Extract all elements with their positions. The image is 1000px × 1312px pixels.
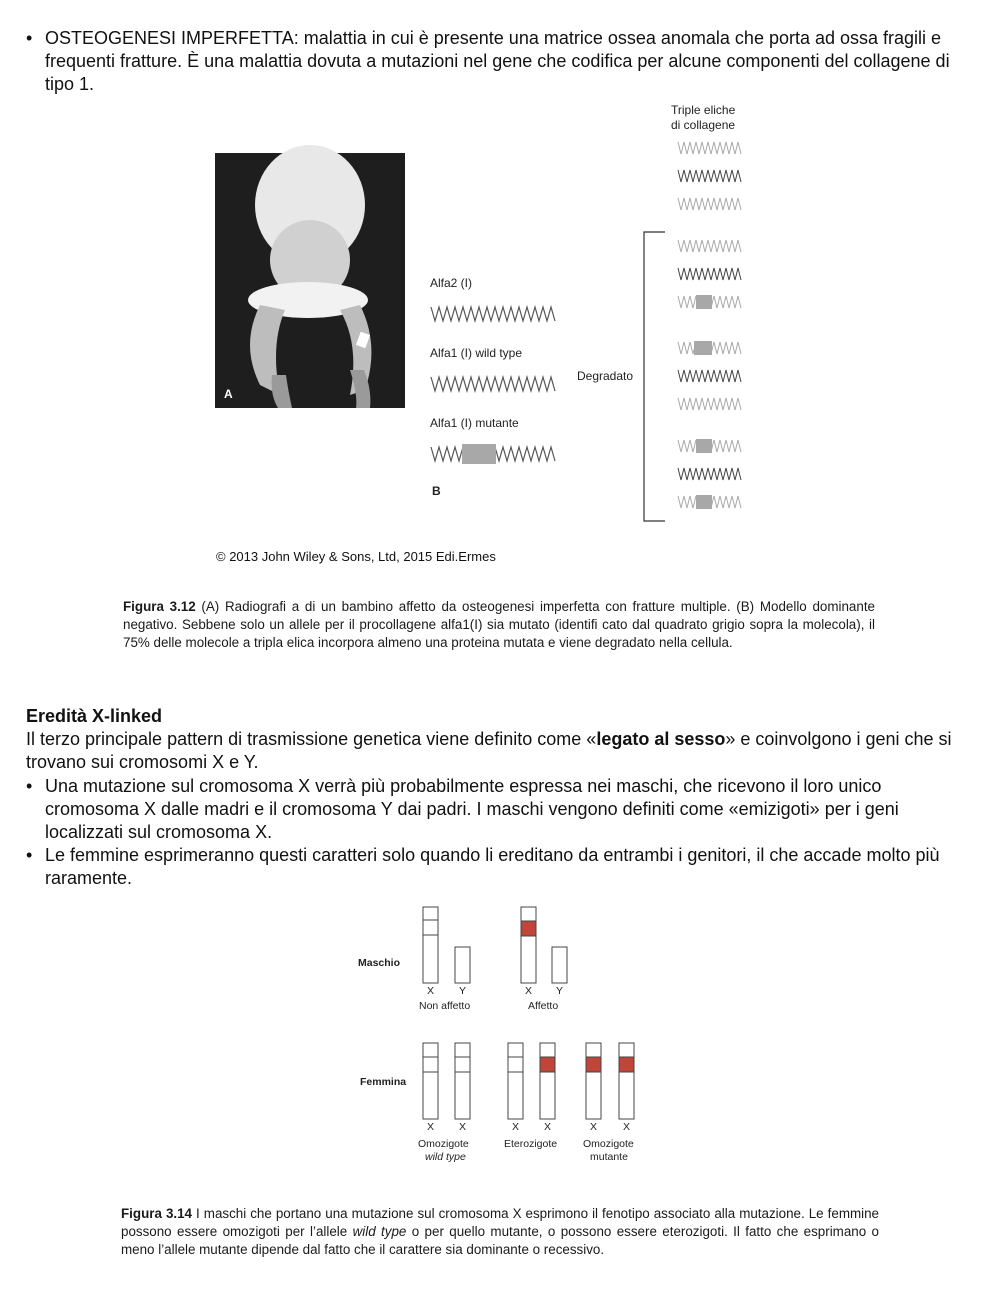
chrom-label-x: X	[590, 1121, 598, 1133]
female-het-chromosomes	[508, 1043, 555, 1119]
figure-3-12-caption	[123, 598, 875, 652]
male-unaffected-label: Non affetto	[419, 1000, 471, 1012]
female-mut-label-1: Omozigote	[583, 1138, 634, 1150]
intro-text-bold: legato al sesso	[596, 729, 726, 749]
female-wt-label-1: Omozigote	[418, 1138, 469, 1150]
caption-figure-number: Figura 3.14	[121, 1206, 193, 1221]
female-mut-label-2: mutante	[590, 1151, 628, 1163]
figure-3-14-caption	[121, 1205, 879, 1259]
mutant-block	[462, 444, 496, 464]
chrom-label-x: X	[512, 1121, 520, 1133]
caption-figure-number: Figura 3.12	[123, 599, 196, 614]
intro-text-post: » e coinvolgono i geni che si trovano sui cromosomi X e Y.	[26, 729, 952, 772]
row-label-female: Femmina	[360, 1076, 407, 1088]
alfa2-helix	[431, 307, 555, 321]
alfa1-wt-helix	[431, 377, 555, 391]
section-heading-x-linked: Eredità X-linked	[26, 706, 163, 726]
row-label-male: Maschio	[358, 957, 401, 969]
female-mutation-paragraph: Le femmine esprimeranno questi caratteri solo quando li ereditano da entrambi i genitori, il che accade molto più raramente.	[45, 845, 940, 888]
chrom-label-x: X	[427, 985, 435, 997]
triple-helix-title-1: Triple eliche	[671, 103, 736, 117]
caption-body-2: o per quello mutante, o possono essere eterozigoti. Il fatto che esprimano o meno l’allele mutante dipende dal fatto che il carattere sia dominante o recessivo.	[121, 1224, 879, 1257]
chrom-label-y: Y	[556, 985, 564, 997]
chrom-label-y: Y	[459, 985, 467, 997]
bullet-marker: •	[26, 28, 33, 48]
x-linked-intro	[26, 728, 971, 774]
degraded-bracket	[644, 232, 665, 521]
alfa2-label: Alfa2 (I)	[430, 276, 473, 290]
alfa1-wt-label: Alfa1 (I) wild type	[430, 346, 523, 360]
chrom-label-x: X	[459, 1121, 467, 1133]
caption-body: (A) Radiografi a di un bambino affetto da osteogenesi imperfetta con fratture multiple. (B) Modello dominante negativo. Sebbene solo un allele per il procollagene alfa1(I) sia mutato (identifi cato dal quadrato grigio sopra la molecola), il 75% delle molecole a tripla elica incorpora almeno una proteina mutata e viene degradato nella cellula.	[123, 599, 875, 650]
caption-italic: wild type	[352, 1224, 407, 1239]
caption-body-1: I maschi che portano una mutazione sul cromosoma X esprimono il fenotipo associato alla mutazione. Le femmine possono essere omozigoti per l’allele	[121, 1206, 879, 1239]
degraded-label: Degradato	[577, 369, 634, 383]
alfa1-mut-label: Alfa1 (I) mutante	[430, 416, 519, 430]
female-mut-chromosomes	[586, 1043, 634, 1119]
bullet-marker: •	[26, 845, 33, 865]
panel-b-label: B	[432, 484, 441, 498]
degraded-helices	[678, 240, 741, 508]
xray-image	[215, 145, 405, 408]
copyright-notice: © 2013 John Wiley & Sons, Ltd, 2015 Edi.Ermes	[216, 549, 496, 564]
female-wt-label-2: wild type	[425, 1151, 466, 1163]
chrom-label-x: X	[525, 985, 533, 997]
male-mutation-paragraph: Una mutazione sul cromosoma X verrà più probabilmente espressa nei maschi, che ricevono il loro unico cromosoma X dalle madri e il cromosoma Y dai padri. I maschi vengono definiti come «emizigoti» per i geni localizzati sul cromosoma X.	[45, 776, 899, 842]
chrom-label-x: X	[544, 1121, 552, 1133]
osteogenesis-paragraph: OSTEOGENESI IMPERFETTA: malattia in cui è presente una matrice ossea anomala che porta ad ossa fragili e frequenti fratture. È una malattia dovuta a mutazioni nel gene che codifica per alcune componenti del collagene di tipo 1.	[45, 28, 950, 94]
panel-a-label: A	[224, 387, 233, 401]
triple-helix-title-2: di collagene	[671, 118, 736, 132]
bullet-marker: •	[26, 776, 33, 796]
chrom-label-x: X	[623, 1121, 631, 1133]
intro-text-pre: Il terzo principale pattern di trasmissione genetica viene definito come «	[26, 729, 597, 749]
chrom-label-x: X	[427, 1121, 435, 1133]
male-affected-label: Affetto	[528, 1000, 559, 1012]
male-affected-chromosomes	[521, 907, 567, 983]
figure-3-12	[200, 95, 800, 535]
figure-3-14	[340, 900, 670, 1170]
female-wt-chromosomes	[423, 1043, 470, 1119]
triple-helix-stack	[678, 142, 741, 210]
male-unaffected-chromosomes	[423, 907, 470, 983]
female-het-label: Eterozigote	[504, 1138, 558, 1150]
